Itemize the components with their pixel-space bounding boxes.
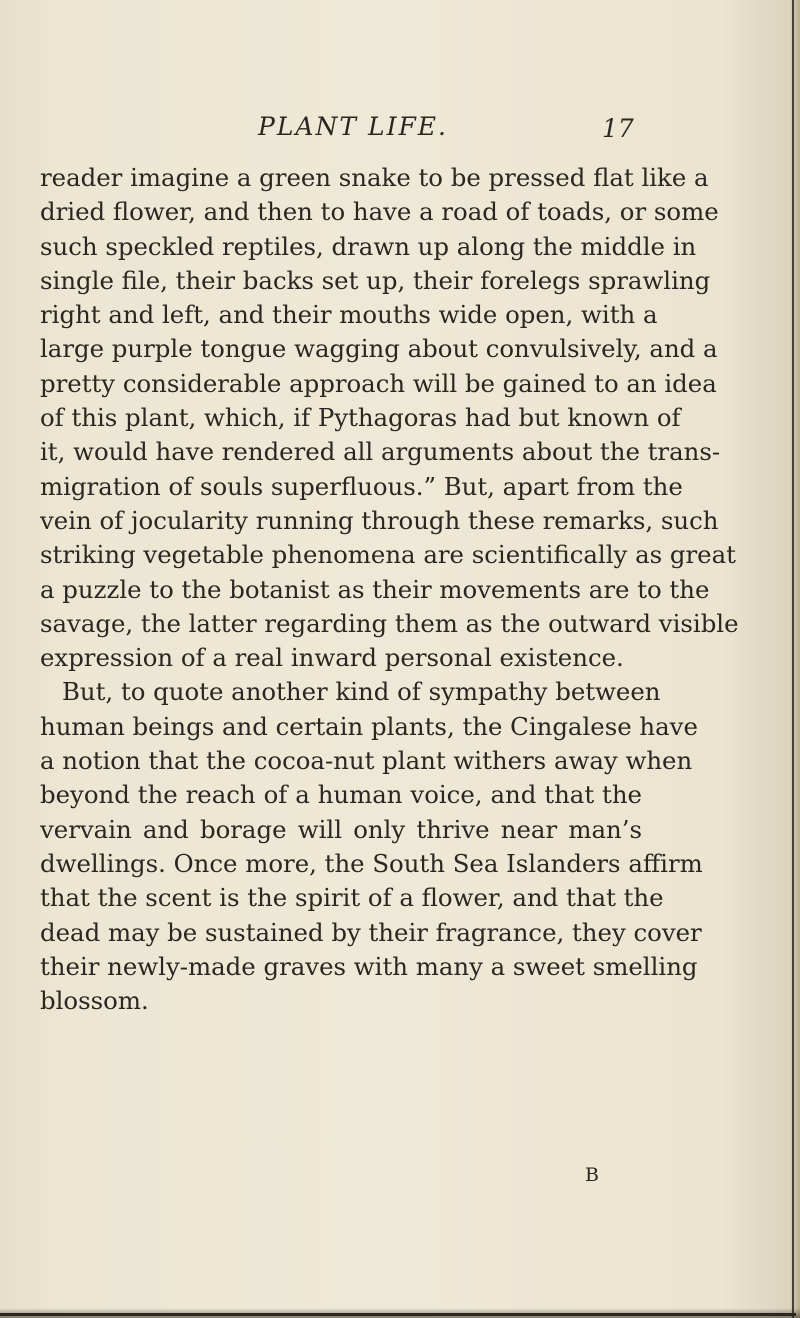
text-line: such speckled reptiles, drawn up along the middle in xyxy=(40,231,697,261)
text-line: dwellings. Once more, the South Sea Islanders affirm xyxy=(40,848,703,878)
text-line: blossom. xyxy=(40,986,149,1016)
text-line: single file, their backs set up, their forelegs sprawling xyxy=(40,265,711,295)
text-line: large purple tongue wagging about convulsively, and a xyxy=(40,334,718,364)
text-line: vein of jocularity running through these remarks, such xyxy=(40,505,719,535)
text-line: But, to quote another kind of sympathy between xyxy=(62,677,661,707)
text-line: striking vegetable phenomena are scientifically as great xyxy=(40,540,736,570)
body-text xyxy=(40,161,739,1018)
running-head-title: PLANT LIFE. xyxy=(258,112,448,141)
text-line: vervain and borage will only thrive near man’s xyxy=(40,814,642,844)
text-line: human beings and certain plants, the Cingalese have xyxy=(40,711,698,741)
page-number: 17 xyxy=(602,114,634,143)
text-line: migration of souls superfluous.” But, apart from the xyxy=(40,471,683,501)
text-line: expression of a real inward personal existence. xyxy=(40,643,624,673)
text-line: dead may be sustained by their fragrance, they cover xyxy=(40,917,702,947)
text-line: savage, the latter regarding them as the outward visible xyxy=(40,608,739,638)
text-line: a puzzle to the botanist as their movements are to the xyxy=(40,574,710,604)
text-line: their newly-made graves with many a sweet smelling xyxy=(40,951,698,981)
text-line: reader imagine a green snake to be pressed flat like a xyxy=(40,163,709,192)
text-line: right and left, and their mouths wide open, with a xyxy=(40,300,658,330)
signature-mark: B xyxy=(585,1164,599,1186)
text-line: a notion that the cocoa-nut plant withers away when xyxy=(40,746,693,776)
text-line: it, would have rendered all arguments about the trans- xyxy=(40,437,721,467)
text-line: dried flower, and then to have a road of toads, or some xyxy=(40,197,719,227)
running-head xyxy=(0,112,800,152)
text-line: beyond the reach of a human voice, and that the xyxy=(40,780,642,810)
text-line: pretty considerable approach will be gained to an idea xyxy=(40,368,717,398)
page-bottom-line xyxy=(0,1313,796,1316)
text-line: that the scent is the spirit of a flower, and that the xyxy=(40,883,664,913)
text-line: of this plant, which, if Pythagoras had but known of xyxy=(40,403,681,433)
page-edge-line xyxy=(792,0,794,1318)
